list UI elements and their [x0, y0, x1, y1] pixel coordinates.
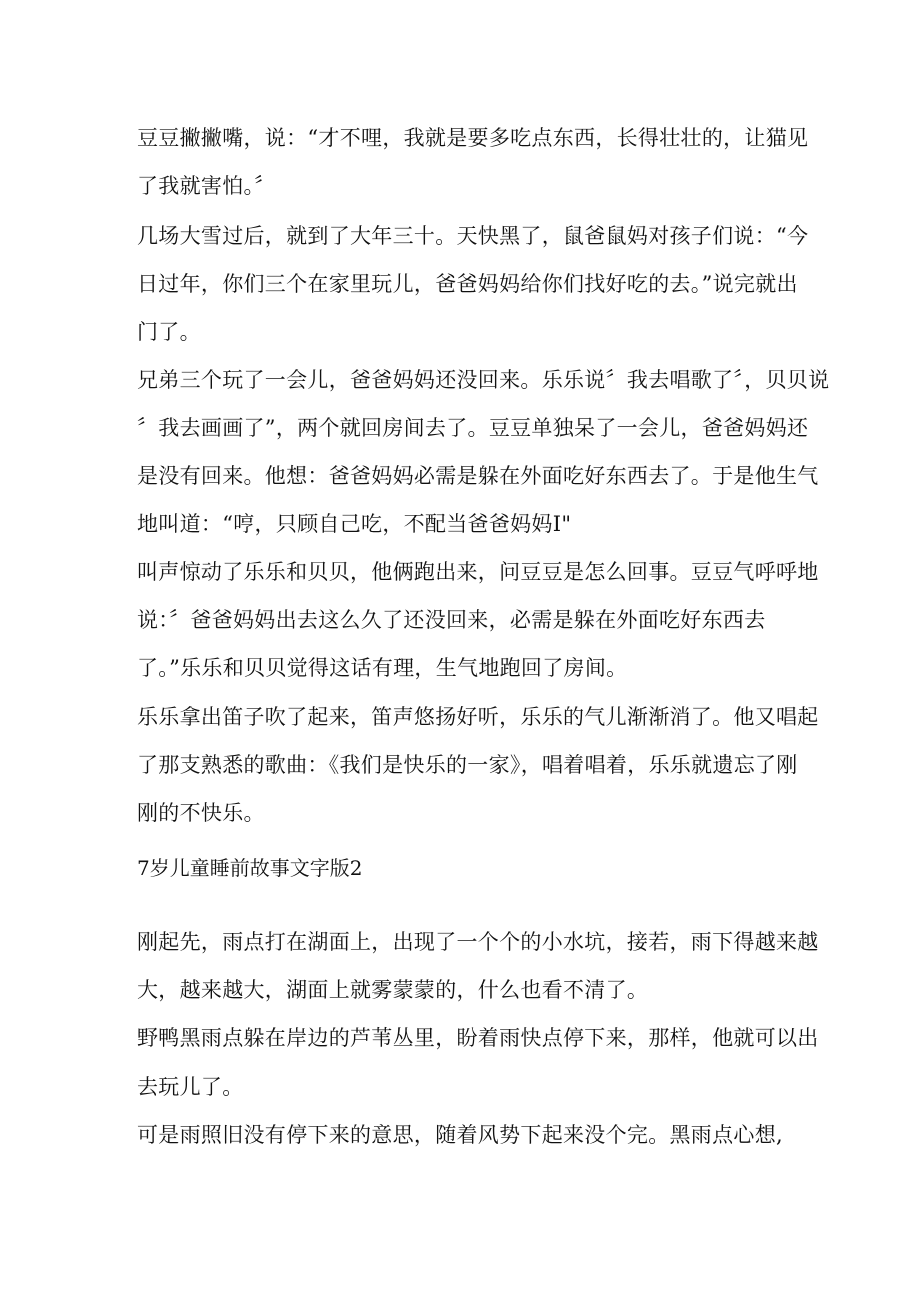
text-line: 去玩儿了。 — [137, 1075, 244, 1099]
text-line: 了我就害怕。〞 — [137, 174, 276, 198]
text-line: 兄弟三个玩了一会儿，爸爸妈妈还没回来。乐乐说〞我去唱歌了〞，贝贝说 — [137, 368, 830, 392]
text-line: 日过年，你们三个在家里玩儿，爸爸妈妈给你们找好吃的去。”说完就出 — [137, 272, 798, 296]
text-line: 了。”乐乐和贝贝觉得这话有理，生气地跑回了房间。 — [137, 656, 628, 680]
text-line: 豆豆撇撇嘴，说：“才不哩，我就是要多吃点东西，长得壮壮的，让猫见 — [137, 126, 809, 150]
text-line: 门了。 — [137, 320, 201, 344]
text-line: 〞我去画画了”，两个就回房间去了。豆豆单独呆了一会儿，爸爸妈妈还 — [137, 416, 809, 440]
text-line: 野鸭黑雨点躲在岸边的芦苇丛里，盼着雨快点停下来，那样，他就可以出 — [137, 1026, 819, 1050]
text-line: 说：〞爸爸妈妈出去这么久了还没回来，必需是躲在外面吃好东西去 — [137, 608, 766, 632]
text-line: 是没有回来。他想：爸爸妈妈必需是躲在外面吃好东西去了。于是他生气 — [137, 464, 819, 488]
text-line: 可是雨照旧没有停下来的意思，随着风势下起来没个完。黑雨点心想, — [137, 1123, 783, 1147]
text-line: 乐乐拿出笛子吹了起来，笛声悠扬好听，乐乐的气儿渐渐消了。他又唱起 — [137, 705, 819, 729]
text-line: 地叫道：“哼，只顾自己吃，不配当爸爸妈妈I" — [137, 512, 572, 536]
section-heading: 7岁儿童睡前故事文字版2 — [137, 856, 363, 880]
text-line: 几场大雪过后，就到了大年三十。天快黑了，鼠爸鼠妈对孩子们说：“今 — [137, 224, 809, 248]
text-line: 刚起先，雨点打在湖面上，出现了一个个的小水坑，接若，雨下得越来越 — [137, 930, 819, 954]
text-line: 刚的不快乐。 — [137, 801, 265, 825]
text-line: 大，越来越大，湖面上就雾蒙蒙的，什么也看不清了。 — [137, 978, 649, 1002]
text-line: 了那支熟悉的歌曲：《我们是快乐的一家》，唱着唱着，乐乐就遗忘了刚 — [137, 753, 798, 777]
text-line: 叫声惊动了乐乐和贝贝，他俩跑出来，问豆豆是怎么回事。豆豆气呼呼地 — [137, 560, 819, 584]
